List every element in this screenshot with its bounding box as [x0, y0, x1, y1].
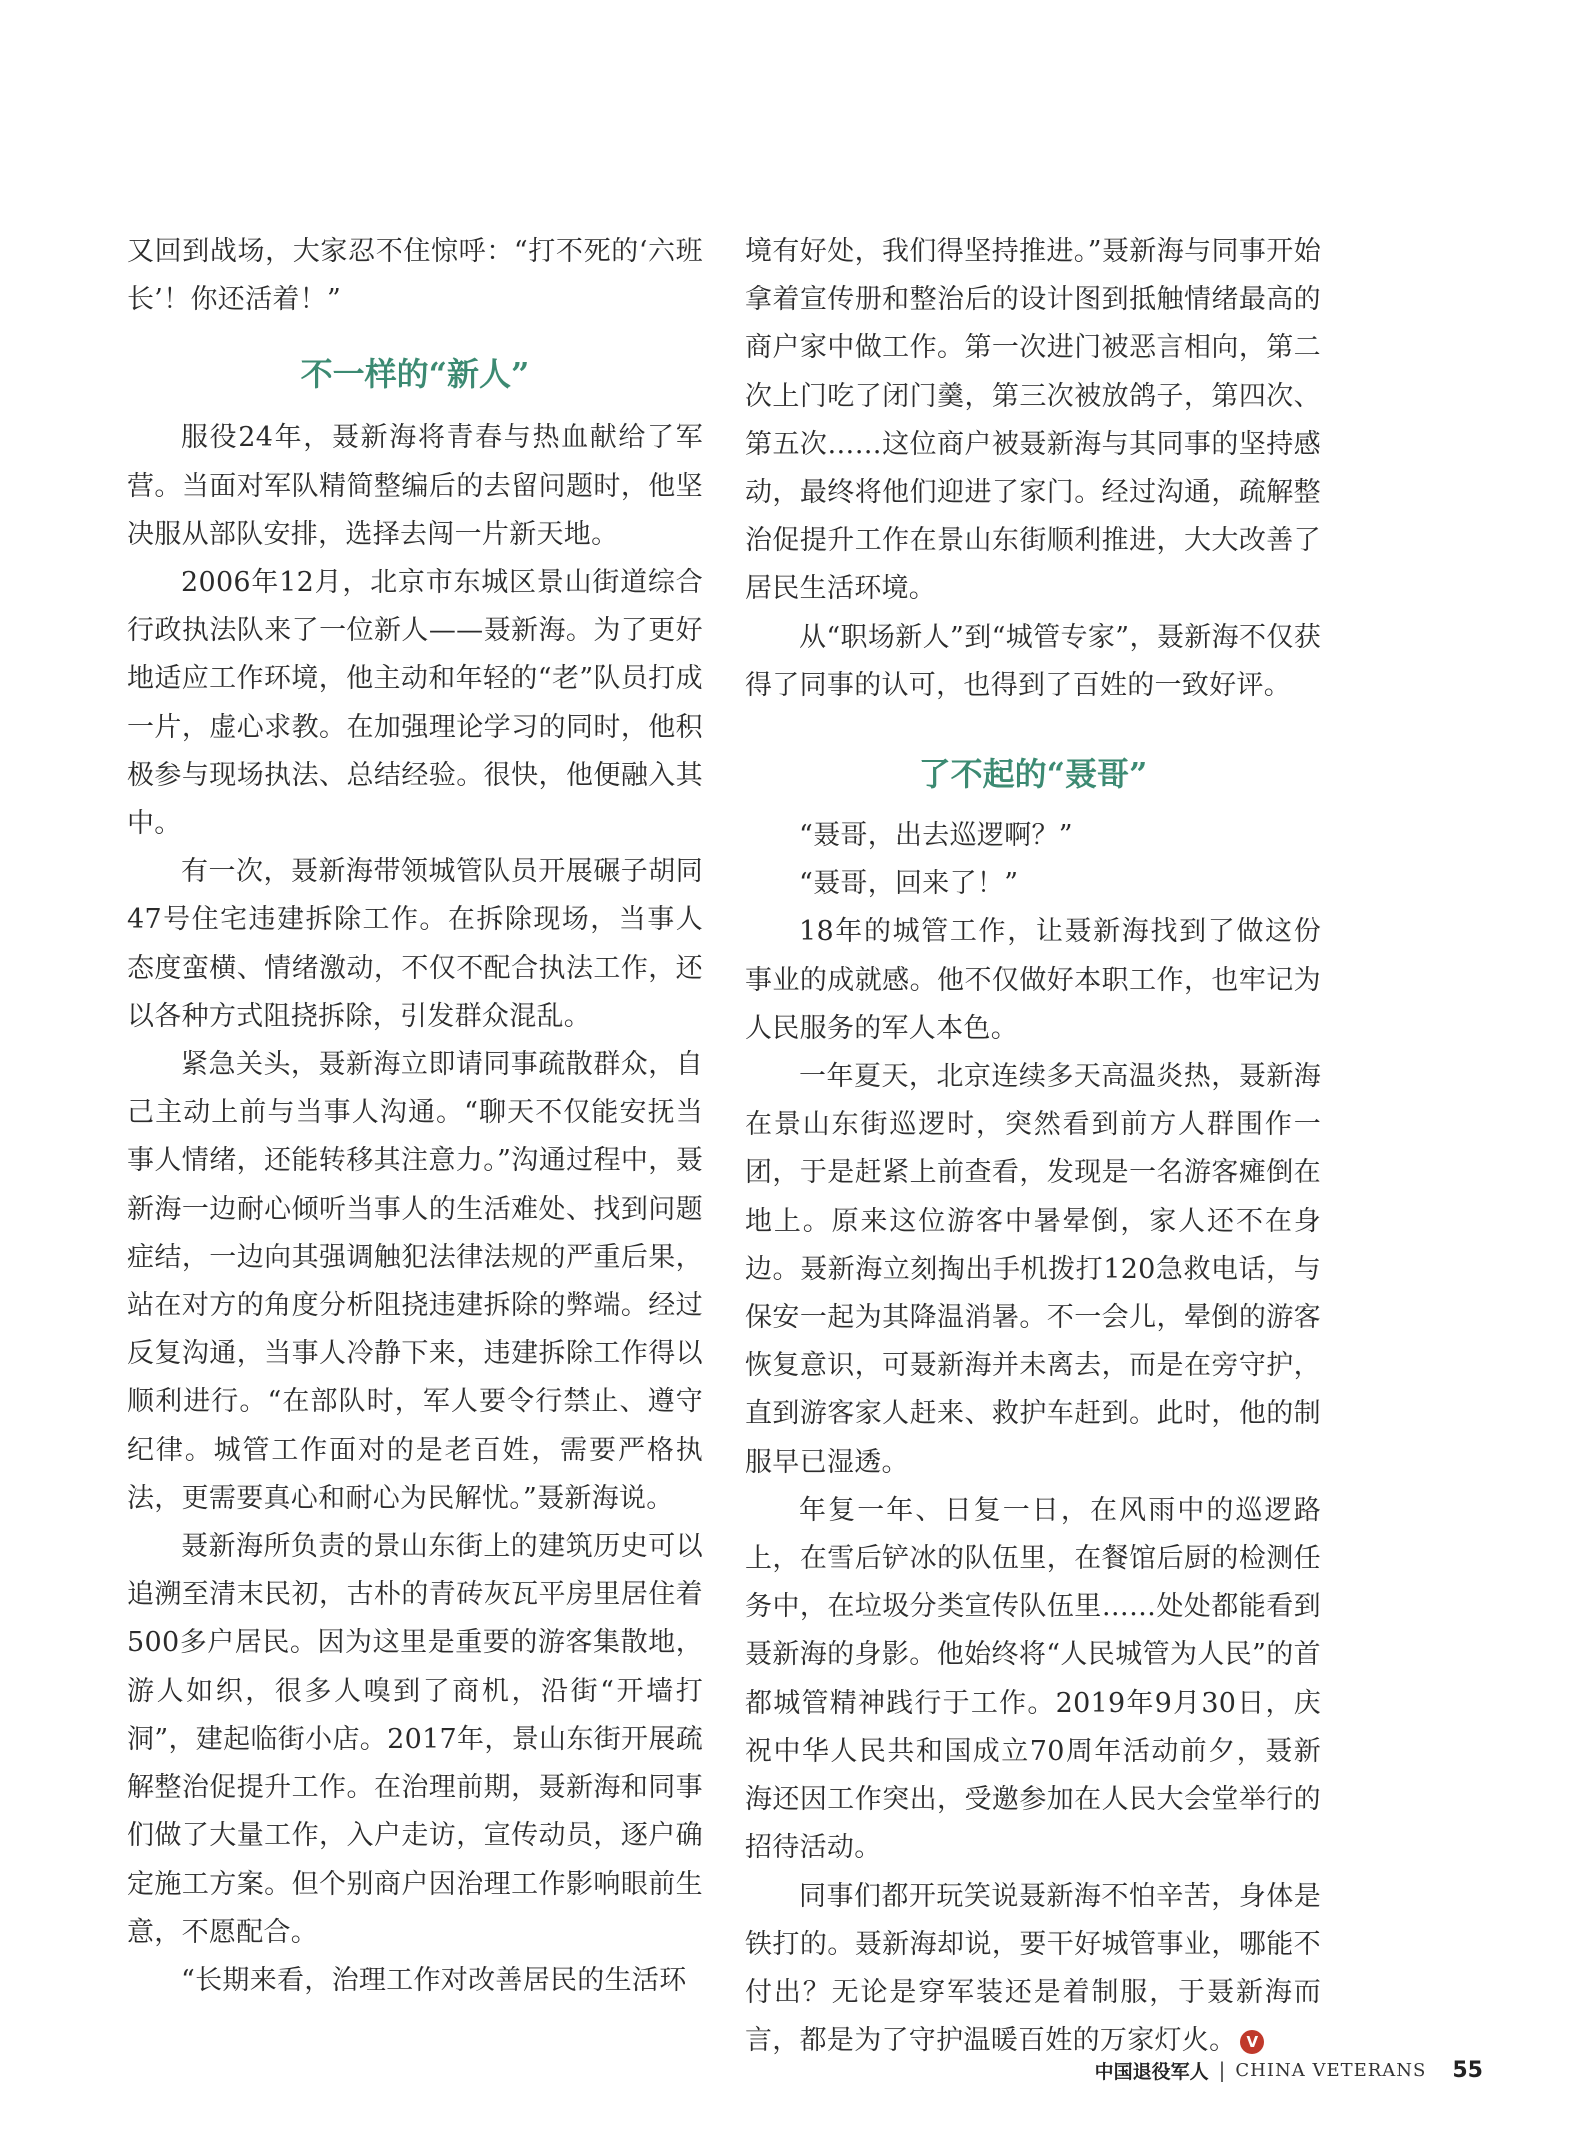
paragraph-text: 紧急关头，聂新海立即请同事疏散群众，自己主动上前与当事人沟通。“聊天不仅能安抚当事人情绪，还能转移其注意力。”沟通过程中，聂新海一边耐心倾听当事人的生活难处、找到问题症结，一边向其强调触犯法律法规的严重后果，站在对方的角度分析阻挠违建拆除的弊端。经过反复沟通，当事人冷静下来，违建拆除工作得以顺利进行。“在部队时，军人要令行禁止、遵守纪律。城管工作面对的是老百姓，需要严格执法，更需要真心和耐心为民解忧。”聂新海说。 [127, 1049, 703, 1514]
section-heading [745, 710, 1321, 812]
paragraph-text: 从“职场新人”到“城管专家”，聂新海不仅获得了同事的认可，也得到了百姓的一致好评。 [745, 621, 1321, 701]
article-paragraph [745, 1873, 1321, 2066]
article-paragraph [127, 1041, 703, 1523]
article-paragraph [745, 812, 1321, 860]
article-paragraph [745, 860, 1321, 908]
magazine-name: 中国退役军人 [1094, 2060, 1209, 2083]
article-paragraph [127, 1957, 703, 2005]
article-paragraph [745, 614, 1321, 710]
paragraph-text: 一年夏天，北京连续多天高温炎热，聂新海在景山东街巡逻时，突然看到前方人群围作一团，于是赶紧上前查看，发现是一名游客瘫倒在地上。原来这位游客中暑晕倒，家人还不在身边。聂新海立刻掏出手机拨打120急救电话，与保安一起为其降温消暑。不一会儿，晕倒的游客恢复意识，可聂新海并未离去，而是在旁守护，直到游客家人赶来、救护车赶到。此时，他的制服早已湿透。 [745, 1061, 1321, 1478]
article-paragraph [127, 1523, 703, 1957]
paragraph-text: 2006年12月，北京市东城区景山街道综合行政执法队来了一位新人——聂新海。为了更好地适应工作环境，他主动和年轻的“老”队员打成一片，虚心求教。在加强理论学习的同时，他积极参与现场执法、总结经验。很快，他便融入其中。 [127, 567, 703, 840]
magazine-english-name: CHINA VETERANS [1235, 2059, 1427, 2081]
paragraph-text: “长期来看，治理工作对改善居民的生活环 [181, 1964, 687, 1996]
article-paragraph [745, 1487, 1321, 1873]
right-column [745, 228, 1321, 2065]
article-paragraph [127, 559, 703, 848]
paragraph-text: 年复一年、日复一日，在风雨中的巡逻路上，在雪后铲冰的队伍里，在餐馆后厨的检测任务中，在垃圾分类宣传队伍里……处处都能看到聂新海的身影。他始终将“人民城管为人民”的首都城管精神践行于工作。2019年9月30日，庆祝中华人民共和国成立70周年活动前夕，聂新海还因工作突出，受邀参加在人民大会堂举行的招待活动。 [745, 1494, 1321, 1864]
article-paragraph [745, 908, 1321, 1053]
paragraph-text: 服役24年，聂新海将青春与热血献给了军营。当面对军队精简整编后的去留问题时，他坚决服从部队安排，选择去闯一片新天地。 [127, 422, 703, 550]
paragraph-text: “聂哥，出去巡逻啊？” [799, 820, 1073, 852]
section-heading [127, 324, 703, 414]
paragraph-text: 同事们都开玩笑说聂新海不怕辛苦，身体是铁打的。聂新海却说，要干好城管事业，哪能不付出？无论是穿军装还是着制服，于聂新海而言，都是为了守护温暖百姓的万家灯火。 [745, 1880, 1321, 2057]
paragraph-text: 聂新海所负责的景山东街上的建筑历史可以追溯至清末民初，古朴的青砖灰瓦平房里居住着500多户居民。因为这里是重要的游客集散地，游人如织，很多人嗅到了商机，沿街“开墙打洞”，建起临街小店。2017年，景山东街开展疏解整治促提升工作。在治理前期，聂新海和同事们做了大量工作，入户走访，宣传动员，逐户确定施工方案。但个别商户因治理工作影响眼前生意，不愿配合。 [127, 1531, 703, 1948]
article-paragraph [745, 228, 1321, 614]
paragraph-text: 有一次，聂新海带领城管队员开展碾子胡同47号住宅违建拆除工作。在拆除现场，当事人态度蛮横、情绪激动，不仅不配合执法工作，还以各种方式阻挠拆除，引发群众混乱。 [127, 856, 703, 1032]
article-paragraph [745, 1053, 1321, 1487]
section-heading-text: 了不起的“聂哥” [918, 755, 1148, 794]
article-paragraph [127, 414, 703, 559]
article-paragraph [127, 228, 703, 324]
left-column [127, 228, 703, 2005]
article-paragraph [127, 848, 703, 1041]
paragraph-text: 又回到战场，大家忍不住惊呼：“打不死的‘六班长’！你还活着！” [127, 236, 703, 316]
footer-separator: | [1218, 2058, 1226, 2082]
page-footer [1095, 2053, 1483, 2087]
end-of-article-icon: V [1240, 2030, 1264, 2054]
paragraph-text: “聂哥，回来了！” [799, 868, 1019, 900]
paragraph-text: 境有好处，我们得坚持推进。”聂新海与同事开始拿着宣传册和整治后的设计图到抵触情绪最高的商户家中做工作。第一次进门被恶言相向，第二次上门吃了闭门羹，第三次被放鸽子，第四次、第五次……这位商户被聂新海与其同事的坚持感动，最终将他们迎进了家门。经过沟通，疏解整治促提升工作在景山东街顺利推进，大大改善了居民生活环境。 [745, 236, 1321, 605]
section-heading-text: 不一样的“新人” [300, 355, 530, 394]
paragraph-text: 18年的城管工作，让聂新海找到了做这份事业的成就感。他不仅做好本职工作，也牢记为人民服务的军人本色。 [745, 916, 1321, 1044]
page-number: 55 [1452, 2057, 1483, 2083]
